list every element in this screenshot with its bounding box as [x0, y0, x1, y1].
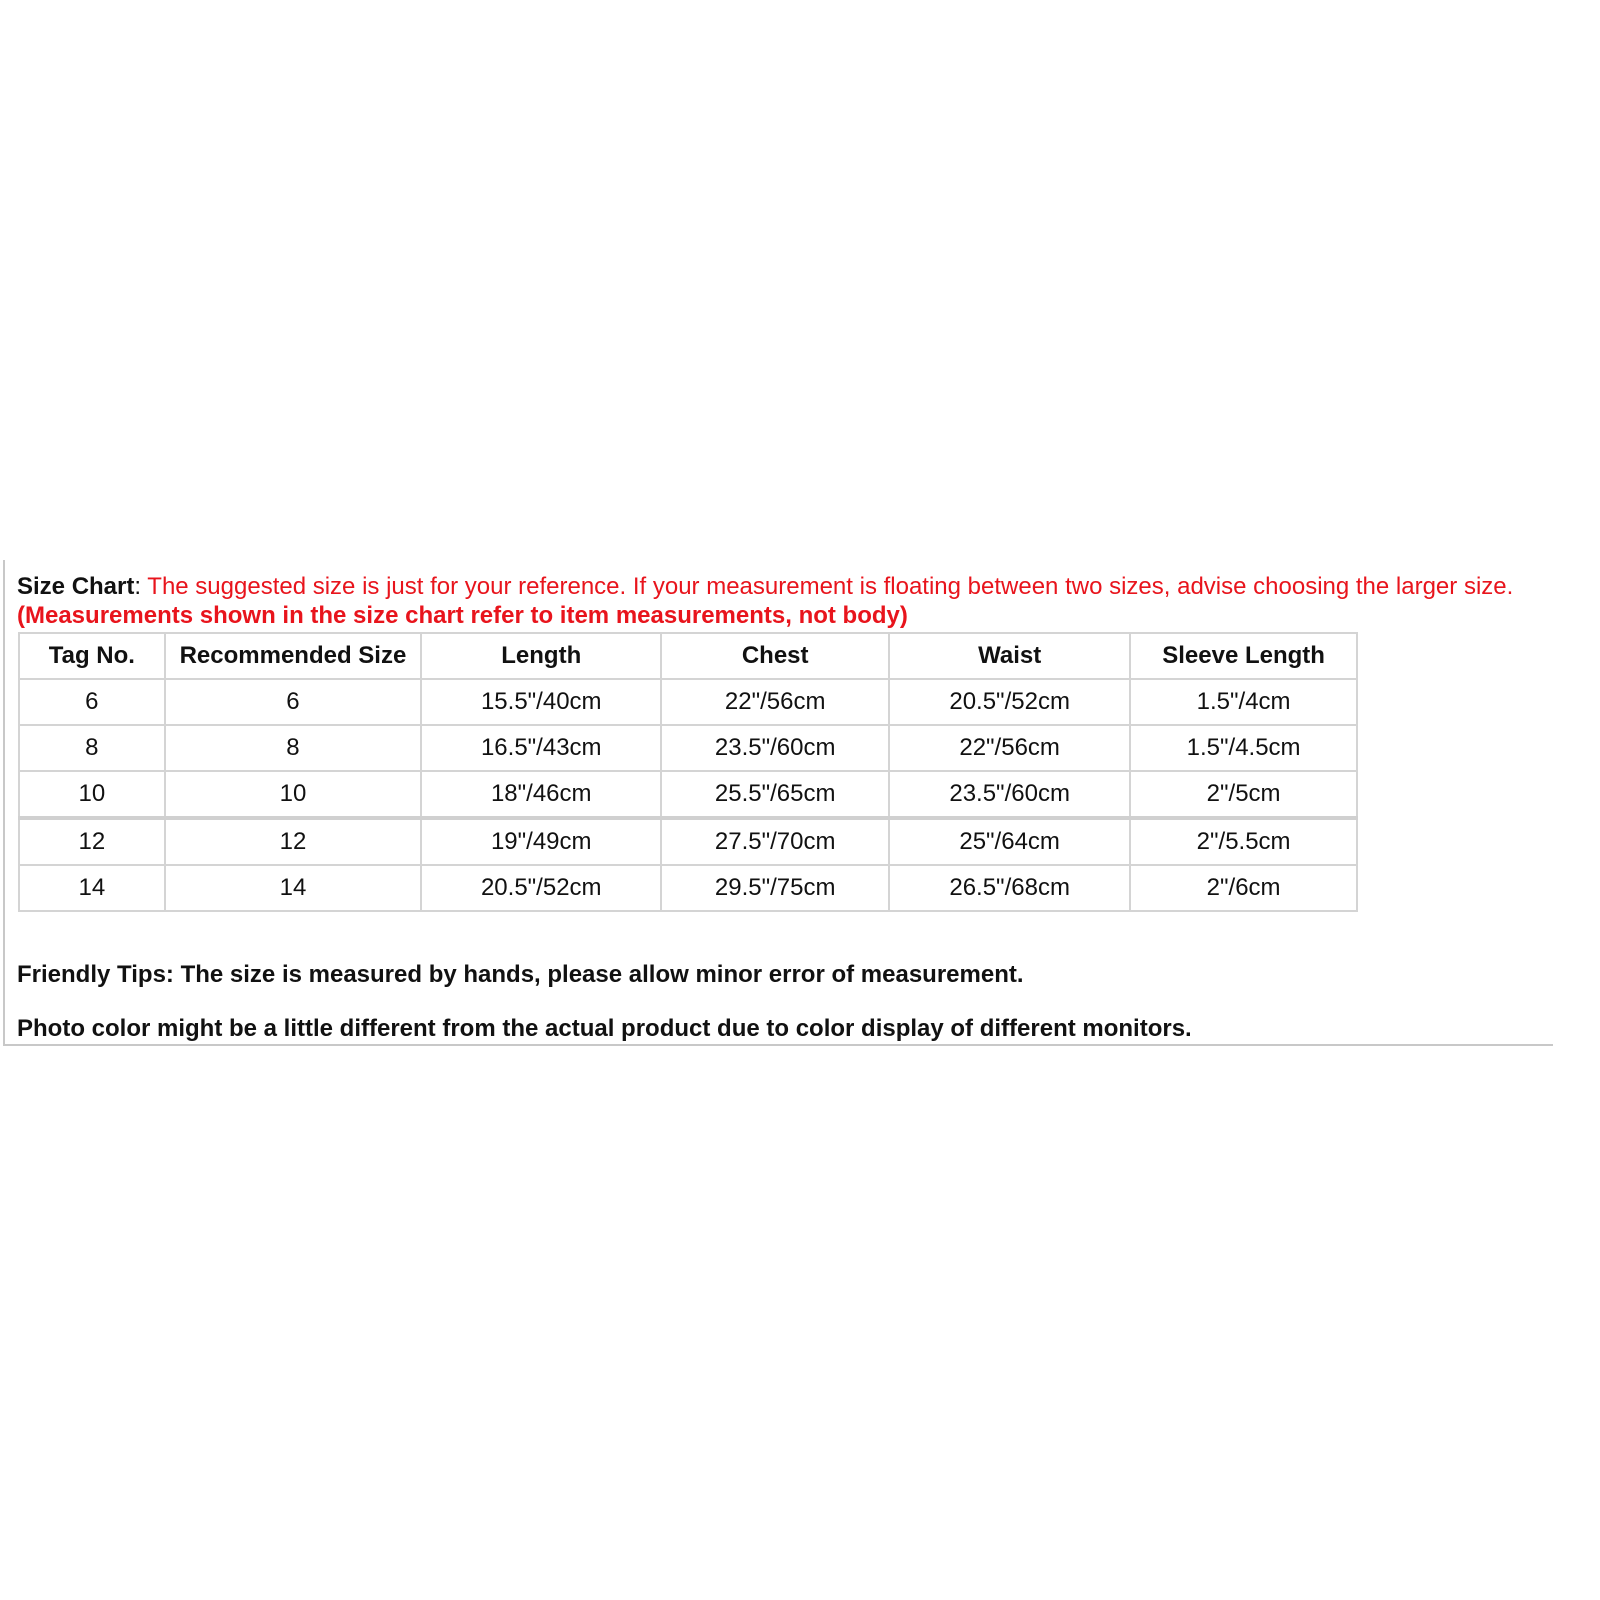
cell-recommended-size: 12 — [165, 818, 422, 865]
cell-sleeve-length: 2"/5cm — [1130, 771, 1357, 818]
cell-chest: 27.5"/70cm — [661, 818, 889, 865]
cell-length: 15.5"/40cm — [421, 679, 661, 725]
table-row — [19, 771, 1357, 818]
cell-length: 19"/49cm — [421, 818, 661, 865]
cell-waist: 20.5"/52cm — [889, 679, 1130, 725]
cell-length: 20.5"/52cm — [421, 865, 661, 911]
cell-chest: 29.5"/75cm — [661, 865, 889, 911]
cell-recommended-size: 8 — [165, 725, 422, 771]
size-chart-panel — [3, 560, 1553, 1046]
size-chart-note: The suggested size is just for your reference. If your measurement is floating between two sizes, advise choosing the larger size. — [141, 573, 1514, 600]
header-tag-no: Tag No. — [19, 633, 165, 679]
cell-tag-no: 12 — [19, 818, 165, 865]
cell-sleeve-length: 1.5"/4cm — [1130, 679, 1357, 725]
table-row — [19, 679, 1357, 725]
cell-tag-no: 8 — [19, 725, 165, 771]
cell-recommended-size: 6 — [165, 679, 422, 725]
cell-recommended-size: 10 — [165, 771, 422, 818]
table-header-row — [19, 633, 1357, 679]
cell-waist: 25"/64cm — [889, 818, 1130, 865]
table-row — [19, 865, 1357, 911]
size-chart-colon: : — [134, 573, 142, 600]
friendly-tip: Friendly Tips: The size is measured by hands, please allow minor error of measurement. — [17, 961, 1024, 988]
header-sleeve-length: Sleeve Length — [1130, 633, 1357, 679]
cell-sleeve-length: 1.5"/4.5cm — [1130, 725, 1357, 771]
cell-tag-no: 10 — [19, 771, 165, 818]
size-table — [18, 632, 1358, 912]
cell-chest: 22"/56cm — [661, 679, 889, 725]
cell-length: 18"/46cm — [421, 771, 661, 818]
header-length: Length — [421, 633, 661, 679]
cell-tag-no: 6 — [19, 679, 165, 725]
size-chart-bold-note: (Measurements shown in the size chart refer to item measurements, not body) — [17, 602, 908, 629]
cell-tag-no: 14 — [19, 865, 165, 911]
size-chart-intro — [17, 572, 1547, 630]
header-waist: Waist — [889, 633, 1130, 679]
cell-sleeve-length: 2"/5.5cm — [1130, 818, 1357, 865]
cell-waist: 23.5"/60cm — [889, 771, 1130, 818]
cell-waist: 26.5"/68cm — [889, 865, 1130, 911]
cell-chest: 23.5"/60cm — [661, 725, 889, 771]
photo-color-note: Photo color might be a little different from the actual product due to color display of different monitors. — [17, 1015, 1192, 1042]
header-recommended-size: Recommended Size — [165, 633, 422, 679]
cell-length: 16.5"/43cm — [421, 725, 661, 771]
table-row — [19, 725, 1357, 771]
cell-recommended-size: 14 — [165, 865, 422, 911]
cell-waist: 22"/56cm — [889, 725, 1130, 771]
cell-sleeve-length: 2"/6cm — [1130, 865, 1357, 911]
header-chest: Chest — [661, 633, 889, 679]
size-chart-label: Size Chart — [17, 573, 135, 600]
cell-chest: 25.5"/65cm — [661, 771, 889, 818]
table-row — [19, 818, 1357, 865]
